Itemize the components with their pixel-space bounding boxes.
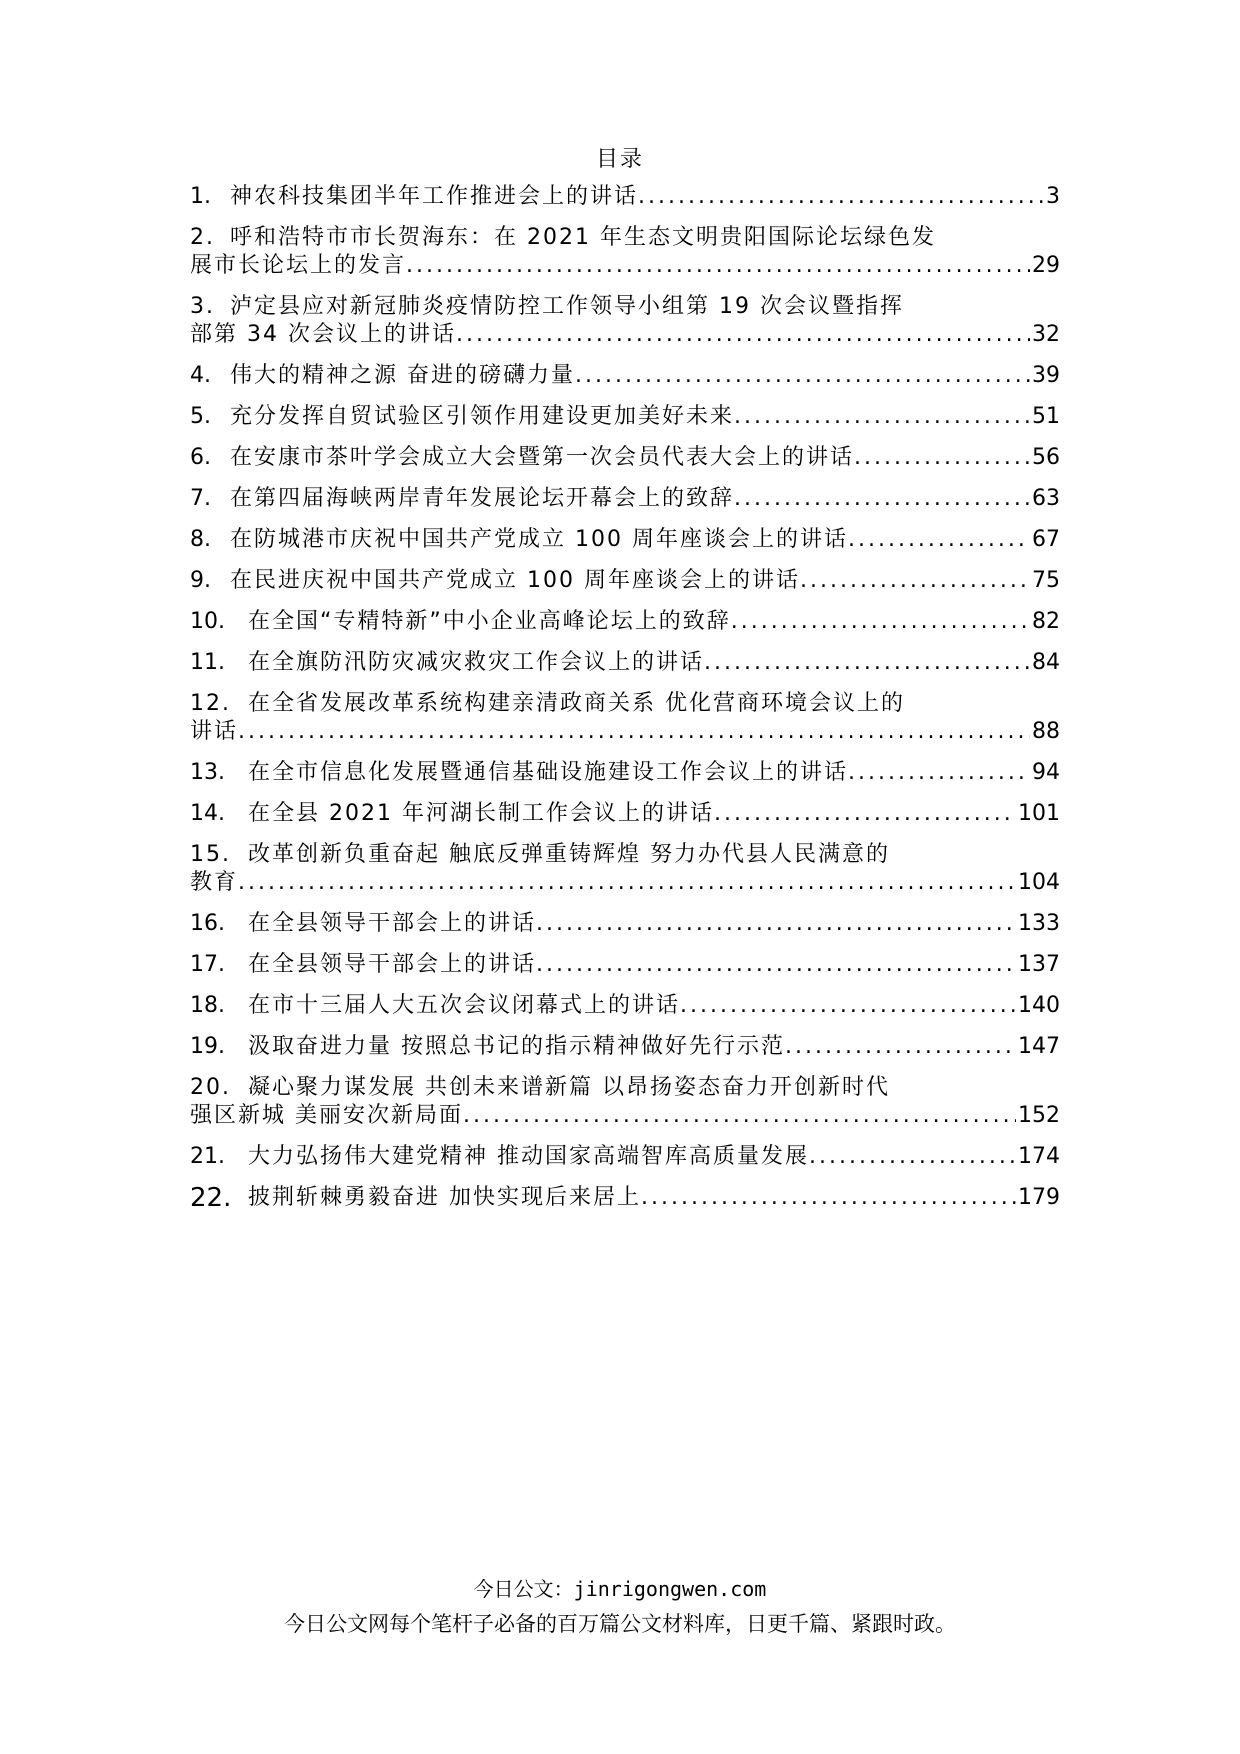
entry-page: 67	[1032, 527, 1060, 552]
toc-entry[interactable]	[190, 1033, 1060, 1061]
entry-title: 在民进庆祝中国共产党成立 100 周年座谈会上的讲话	[230, 568, 800, 593]
entry-number: 16.	[190, 911, 225, 936]
entry-page: 137	[1018, 952, 1060, 977]
entry-title: 在全县领导干部会上的讲话	[248, 952, 537, 977]
dot-leader	[575, 362, 1030, 390]
toc-entry[interactable]	[190, 567, 1060, 595]
entry-title: 披荆斩棘勇毅奋进 加快实现后来居上	[248, 1185, 641, 1210]
entry-page: 94	[1032, 760, 1060, 785]
dot-leader	[731, 608, 1030, 636]
entry-title-continued: 教育	[190, 870, 239, 895]
entry-page: 29	[1032, 253, 1060, 278]
entry-title: 在全市信息化发展暨通信基础设施建设工作会议上的讲话	[248, 760, 849, 785]
entry-number: 4.	[190, 363, 211, 388]
toc-entry[interactable]	[190, 224, 1060, 280]
entry-title: 大力弘扬伟大建党精神 推动国家高端智库高质量发展	[248, 1144, 809, 1169]
entry-page: 133	[1018, 911, 1060, 936]
entry-title: 泸定县应对新冠肺炎疫情防控工作领导小组第 19 次会议暨指挥	[230, 294, 904, 319]
entry-title: 在全国“专精特新”中小企业高峰论坛上的致辞	[248, 609, 731, 634]
dot-leader	[463, 1102, 1016, 1130]
entry-title: 凝心聚力谋发展 共创未来谱新篇 以昂扬姿态奋力开创新时代	[248, 1075, 890, 1100]
entry-number: 11.	[190, 650, 225, 675]
entry-number: 7.	[190, 486, 211, 511]
entry-title: 呼和浩特市市长贺海东：在 2021 年生态文明贵阳国际论坛绿色发	[230, 225, 936, 250]
toc-entry[interactable]	[190, 759, 1060, 787]
toc-entry[interactable]	[190, 526, 1060, 554]
toc-entry[interactable]	[190, 293, 1060, 349]
dot-leader	[734, 485, 1030, 513]
entry-title: 神农科技集团半年工作推进会上的讲话	[230, 184, 639, 209]
dot-leader	[848, 759, 1030, 787]
dot-leader	[704, 649, 1030, 677]
entry-page: 3	[1046, 184, 1060, 209]
dot-leader	[238, 869, 1016, 897]
entry-number: 22.	[190, 1183, 232, 1213]
entry-number: 6.	[190, 445, 211, 470]
entry-number: 1.	[190, 184, 211, 209]
toc-entry[interactable]	[190, 183, 1060, 211]
entry-title: 在安康市茶叶学会成立大会暨第一次会员代表大会上的讲话	[230, 445, 855, 470]
entry-page: 152	[1018, 1103, 1060, 1128]
entry-number: 9.	[190, 568, 211, 593]
toc-entry[interactable]	[190, 841, 1060, 897]
dot-leader	[809, 1143, 1016, 1171]
entry-page: 147	[1018, 1034, 1060, 1059]
entry-number: 8.	[190, 527, 211, 552]
toc-entry[interactable]	[190, 444, 1060, 472]
footer-site-label: 今日公文：	[473, 1577, 574, 1601]
entry-number: 13.	[190, 760, 225, 785]
entry-number: 10.	[190, 609, 225, 634]
toc-entry[interactable]	[190, 951, 1060, 979]
toc-entry[interactable]	[190, 1143, 1060, 1171]
dot-leader	[734, 403, 1030, 431]
entry-page: 88	[1032, 719, 1060, 744]
entry-title: 在防城港市庆祝中国共产党成立 100 周年座谈会上的讲话	[230, 527, 848, 552]
toc-entry[interactable]	[190, 1074, 1060, 1130]
entry-number: 3.	[190, 294, 215, 319]
dot-leader	[536, 951, 1016, 979]
entry-title: 在全旗防汛防灾减灾救灾工作会议上的讲话	[248, 650, 705, 675]
toc-entry[interactable]	[190, 1184, 1060, 1212]
entry-page: 179	[1018, 1185, 1060, 1210]
entry-page: 174	[1018, 1144, 1060, 1169]
entry-page: 56	[1032, 445, 1060, 470]
toc-entry[interactable]	[190, 608, 1060, 636]
entry-title: 改革创新负重奋起 触底反弹重铸辉煌 努力办代县人民满意的	[248, 842, 890, 867]
entry-page: 140	[1018, 993, 1060, 1018]
entry-number: 20.	[190, 1075, 231, 1100]
dot-leader	[638, 183, 1044, 211]
entry-number: 15.	[190, 842, 231, 867]
dot-leader	[848, 526, 1030, 554]
entry-number: 2.	[190, 225, 215, 250]
dot-leader	[456, 321, 1030, 349]
entry-number: 5.	[190, 404, 211, 429]
entry-page: 84	[1032, 650, 1060, 675]
dot-leader	[714, 800, 1016, 828]
entry-number: 21.	[190, 1144, 225, 1169]
entry-page: 63	[1032, 486, 1060, 511]
entry-title: 在市十三届人大五次会议闭幕式上的讲话	[248, 993, 681, 1018]
entry-page: 82	[1032, 609, 1060, 634]
toc-title: 目录	[595, 147, 644, 172]
dot-leader	[536, 910, 1016, 938]
toc-entry[interactable]	[190, 690, 1060, 746]
dot-leader	[854, 444, 1030, 472]
entry-title: 在全县 2021 年河湖长制工作会议上的讲话	[248, 801, 714, 826]
entry-title: 伟大的精神之源 奋进的磅礴力量	[230, 363, 575, 388]
footer-slogan: 今日公文网每个笔杆子必备的百万篇公文材料库，日更千篇、紧跟时政。	[284, 1612, 956, 1636]
dot-leader	[406, 252, 1030, 280]
footer-site-url[interactable]: jinrigongwen.com	[573, 1577, 767, 1601]
entry-page: 39	[1032, 363, 1060, 388]
entry-title-continued: 部第 34 次会议上的讲话	[190, 322, 456, 347]
toc-entry[interactable]	[190, 362, 1060, 390]
toc-entry[interactable]	[190, 485, 1060, 513]
entry-number: 18.	[190, 993, 225, 1018]
entry-number: 14.	[190, 801, 225, 826]
dot-leader	[680, 992, 1016, 1020]
entry-title-continued: 展市长论坛上的发言	[190, 253, 407, 278]
entry-title: 汲取奋进力量 按照总书记的指示精神做好先行示范	[248, 1034, 785, 1059]
entry-page: 104	[1018, 870, 1060, 895]
table-of-contents	[190, 183, 1060, 1225]
entry-title: 在全县领导干部会上的讲话	[248, 911, 537, 936]
footer-site	[0, 1573, 1240, 1602]
dot-leader	[641, 1184, 1016, 1212]
entry-page: 75	[1032, 568, 1060, 593]
entry-page: 51	[1032, 404, 1060, 429]
entry-page: 32	[1032, 322, 1060, 347]
toc-entry[interactable]	[190, 403, 1060, 431]
entry-number: 17.	[190, 952, 225, 977]
dot-leader	[785, 1033, 1016, 1061]
toc-entry[interactable]	[190, 649, 1060, 677]
entry-title-continued: 强区新城 美丽安次新局面	[190, 1103, 463, 1128]
toc-entry[interactable]	[190, 800, 1060, 828]
entry-title-continued: 讲话	[190, 719, 239, 744]
entry-title: 充分发挥自贸试验区引领作用建设更加美好未来	[230, 404, 735, 429]
entry-page: 101	[1018, 801, 1060, 826]
entry-title: 在全省发展改革系统构建亲清政商关系 优化营商环境会议上的	[248, 691, 905, 716]
entry-number: 12.	[190, 691, 231, 716]
dot-leader	[238, 718, 1030, 746]
entry-number: 19.	[190, 1034, 225, 1059]
toc-entry[interactable]	[190, 910, 1060, 938]
dot-leader	[800, 567, 1030, 595]
toc-entry[interactable]	[190, 992, 1060, 1020]
entry-title: 在第四届海峡两岸青年发展论坛开幕会上的致辞	[230, 486, 735, 511]
